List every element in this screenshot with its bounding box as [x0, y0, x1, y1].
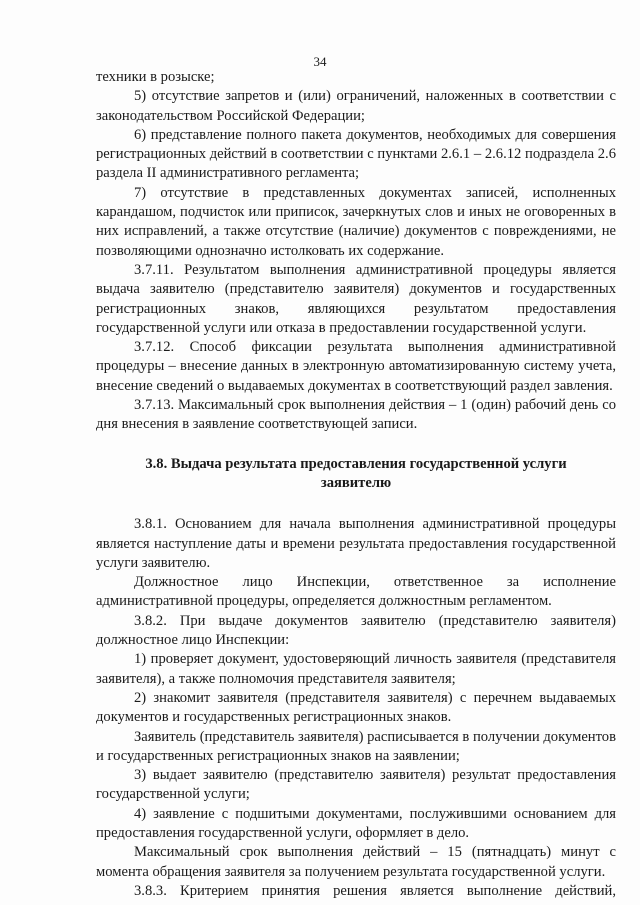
- page-number: 34: [313, 54, 327, 69]
- paragraph-3-8-2: 3.8.2. При выдаче документов заявителю (представителю заявителя) должностное лицо Инспекции:: [96, 612, 616, 649]
- list-item-3: 3) выдает заявителю (представителю заявителя) результат предоставления государственной услуги;: [96, 767, 616, 803]
- section-heading-line-1: 3.8. Выдача результата предоставления государственной услуги: [145, 455, 567, 472]
- paragraph-max-time: Максимальный срок выполнения действий – 15 (пятнадцать) минут с момента обращения заявителя за получением результата государственной услуги.: [96, 844, 616, 880]
- list-item-4: 4) заявление с подшитыми документами, послужившими основанием для предоставления государственной услуги, оформляет в дело.: [96, 805, 616, 841]
- paragraph-3-8-3: 3.8.3. Критерием принятия решения является выполнение действий,: [134, 882, 616, 899]
- paragraph-3-7-11: 3.7.11. Результатом выполнения административной процедуры является выдача заявителю (представителю заявителя) документов и государственных регистрационных знаков, являющихся результатом предоставления государственной услуги или отказа в предоставлении государственной услуги.: [96, 261, 616, 336]
- section-heading-line-2: заявителю: [320, 474, 392, 491]
- document-body: [96, 68, 616, 901]
- paragraph-signature: Заявитель (представитель заявителя) расписывается в получении документов и государственных регистрационных знаков на заявлении;: [96, 728, 616, 764]
- paragraph-official: Должностное лицо Инспекции, ответственное за исполнение административной процедуры, определяется должностным регламентом.: [96, 574, 616, 610]
- list-item-5: 5) отсутствие запретов и (или) ограничений, наложенных в соответствии с законодательством Российской Федерации;: [96, 88, 616, 124]
- paragraph-3-8-1: 3.8.1. Основанием для начала выполнения административной процедуры является наступление даты и времени результата предоставления государственной услуги заявителю.: [96, 516, 616, 571]
- list-item-6: 6) представление полного пакета документов, необходимых для совершения регистрационных действий в соответствии с пунктами 2.6.1 – 2.6.12 подраздела 2.6 раздела II административного регламента;: [96, 126, 616, 182]
- list-item-1: 1) проверяет документ, удостоверяющий личность заявителя (представителя заявителя), а также полномочия представителя заявителя;: [96, 651, 616, 687]
- list-item-2: 2) знакомит заявителя (представителя заявителя) с перечнем выдаваемых документов и государственных регистрационных знаков.: [96, 689, 616, 726]
- paragraph-3-7-12: 3.7.12. Способ фиксации результата выполнения административной процедуры – внесение данных в электронную автоматизированную систему учета, внесение сведений о выдаваемых документах в соответствующий раздел завления.: [96, 339, 616, 394]
- paragraph-continuation: техники в розыске;: [96, 69, 215, 85]
- list-item-7: 7) отсутствие в представленных документах записей, исполненных карандашом, подчисток или приписок, зачеркнутых слов и иных не оговоренных в них исправлений, а также отсутствие (наличие) документов с повреждениями, не позволяющими однозначно истолковать их содержание.: [96, 184, 616, 259]
- paragraph-3-7-13: 3.7.13. Максимальный срок выполнения действия – 1 (один) рабочий день со дня внесения в заявление соответствующей записи.: [96, 397, 616, 433]
